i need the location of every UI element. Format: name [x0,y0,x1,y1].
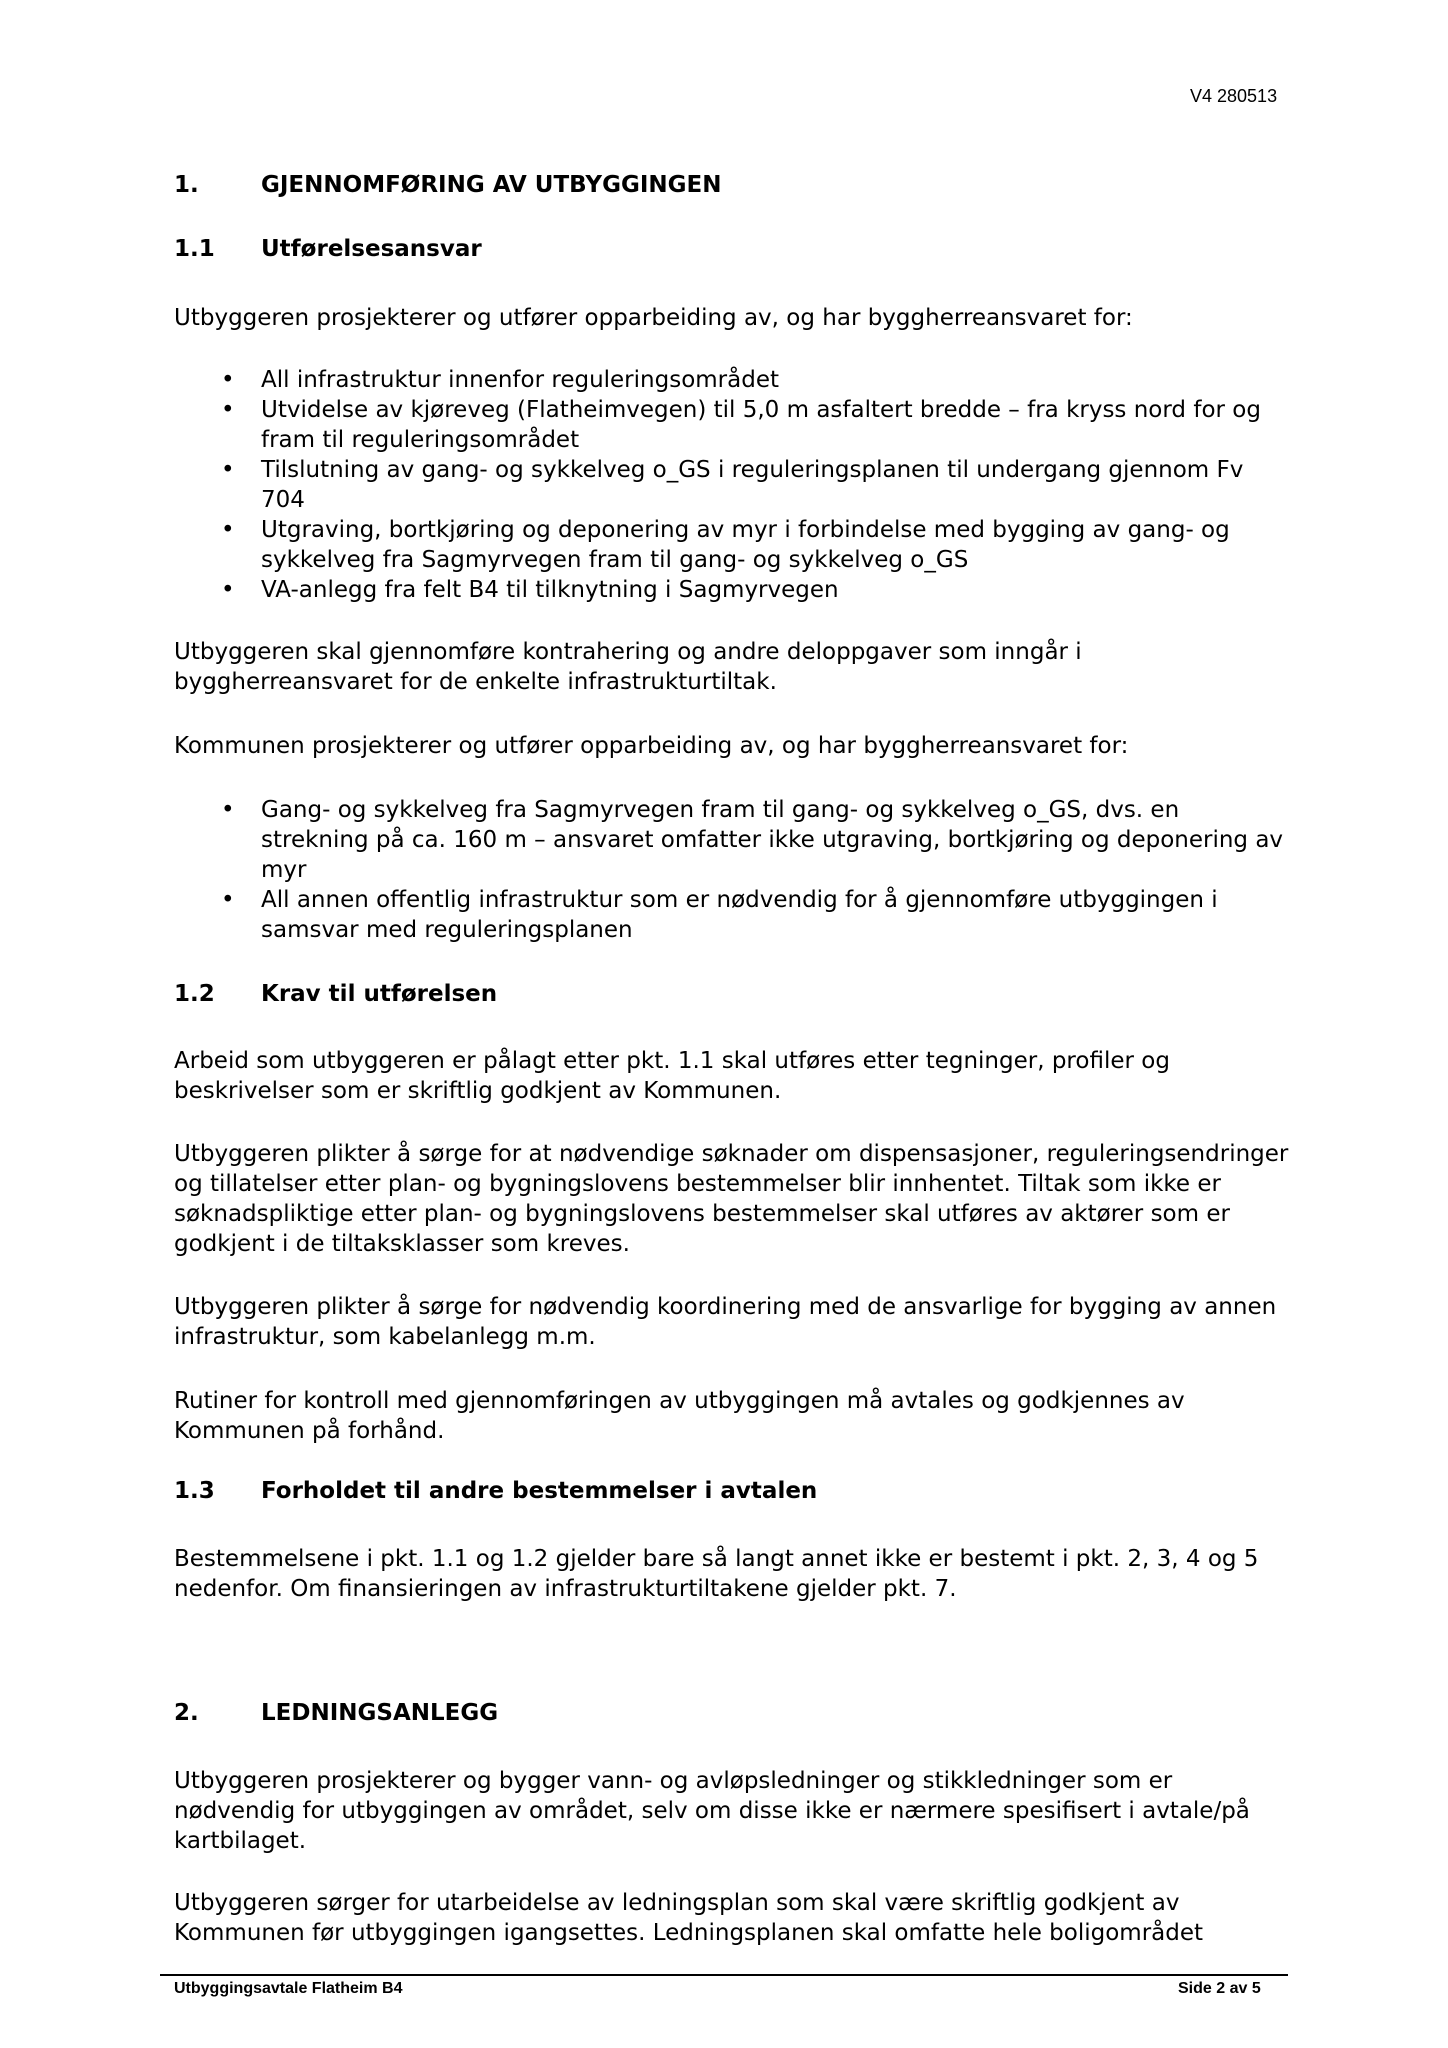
section-1-3-title: Forholdet til andre bestemmelser i avtalen [261,1478,818,1504]
section-1-1-paragraph-2: Utbyggeren skal gjennomføre kontrahering og andre deloppgaver som inngår i byggherreansvaret for de enkelte infrastrukturtiltak. [174,639,1082,695]
section-1-2-heading [174,981,497,1007]
footer-document-title: Utbyggingsavtale Flatheim B4 [174,1980,403,1997]
section-1-heading [174,172,722,198]
developer-responsibility-list [174,365,1294,605]
list-item: • Utgraving, bortkjøring og deponering av myr i forbindelse med bygging av gang- og sykkelveg fra Sagmyrvegen fram til gang- og sykkelveg o_GS [221,517,1230,573]
footer-divider [160,1974,1288,1976]
section-2-paragraph-2: Utbyggeren sørger for utarbeidelse av ledningsplan som skal være skriftlig godkjent av Kommunen før utbyggingen igangsettes. Ledningsplanen skal omfatte hele boligområdet [174,1890,1204,1946]
section-1-1-paragraph-3: Kommunen prosjekterer og utfører opparbeiding av, og har byggherreansvaret for: [174,733,1129,759]
footer-page-number: Side 2 av 5 [1178,1980,1261,1997]
section-1-2-paragraph-2: Utbyggeren plikter å sørge for at nødvendige søknader om dispensasjoner, reguleringsendringer og tillatelser etter plan- og bygningslovens bestemmelser blir innhentet. Tiltak som ikke er søknadspliktige etter plan- og bygningslovens bestemmelser skal utføres av aktører som er godkjent i de tiltaksklasser som kreves. [174,1141,1289,1257]
section-2-title: LEDNINGSANLEGG [261,1700,499,1726]
section-1-2-title: Krav til utførelsen [261,981,498,1007]
list-item: • VA-anlegg fra felt B4 til tilknytning i Sagmyrvegen [221,577,839,603]
section-1-3-paragraph-1: Bestemmelsene i pkt. 1.1 og 1.2 gjelder bare så langt annet ikke er bestemt i pkt. 2, 3, 4 og 5 nedenfor. Om finansieringen av infrastrukturtiltakene gjelder pkt. 7. [174,1546,1259,1602]
section-1-3-number: 1.3 [174,1478,215,1504]
section-1-2-paragraph-1: Arbeid som utbyggeren er pålagt etter pkt. 1.1 skal utføres etter tegninger, profiler og beskrivelser som er skriftlig godkjent av Kommunen. [174,1048,1170,1104]
section-2-paragraph-1: Utbyggeren prosjekterer og bygger vann- og avløpsledninger og stikkledninger som er nødvendig for utbyggingen av området, selv om disse ikke er nærmere spesifisert i avtale/på kartbilaget. [174,1768,1250,1854]
section-2-heading [174,1700,498,1726]
section-1-2-paragraph-4: Rutiner for kontroll med gjennomføringen av utbyggingen må avtales og godkjennes av Kommunen på forhånd. [174,1388,1185,1444]
list-item: • Tilslutning av gang- og sykkelveg o_GS i reguleringsplanen til undergang gjennom Fv 704 [221,457,1244,513]
list-item: • All infrastruktur innenfor reguleringsområdet [221,367,779,393]
section-1-1-number: 1.1 [174,236,215,262]
section-1-2-number: 1.2 [174,981,215,1007]
list-item: • Gang- og sykkelveg fra Sagmyrvegen fram til gang- og sykkelveg o_GS, dvs. en strekning på ca. 160 m – ansvaret omfatter ikke utgraving, bortkjøring og deponering av myr [221,797,1284,883]
section-2-number: 2. [174,1700,199,1726]
section-1-1-title: Utførelsesansvar [261,236,482,262]
municipality-responsibility-list [174,795,1294,945]
section-1-1-intro: Utbyggeren prosjekterer og utfører opparbeiding av, og har byggherreansvaret for: [174,305,1133,331]
list-item: • Utvidelse av kjøreveg (Flatheimvegen) til 5,0 m asfaltert bredde – fra kryss nord for og fram til reguleringsområdet [221,397,1261,453]
list-item: • All annen offentlig infrastruktur som er nødvendig for å gjennomføre utbyggingen i samsvar med reguleringsplanen [221,887,1218,943]
section-1-1-heading [174,236,482,262]
section-1-3-heading [174,1478,817,1504]
section-1-number: 1. [174,172,199,198]
version-label: V4 280513 [1190,86,1278,106]
section-1-title: GJENNOMFØRING AV UTBYGGINGEN [261,172,722,198]
section-1-2-paragraph-3: Utbyggeren plikter å sørge for nødvendig koordinering med de ansvarlige for bygging av annen infrastruktur, som kabelanlegg m.m. [174,1294,1277,1350]
